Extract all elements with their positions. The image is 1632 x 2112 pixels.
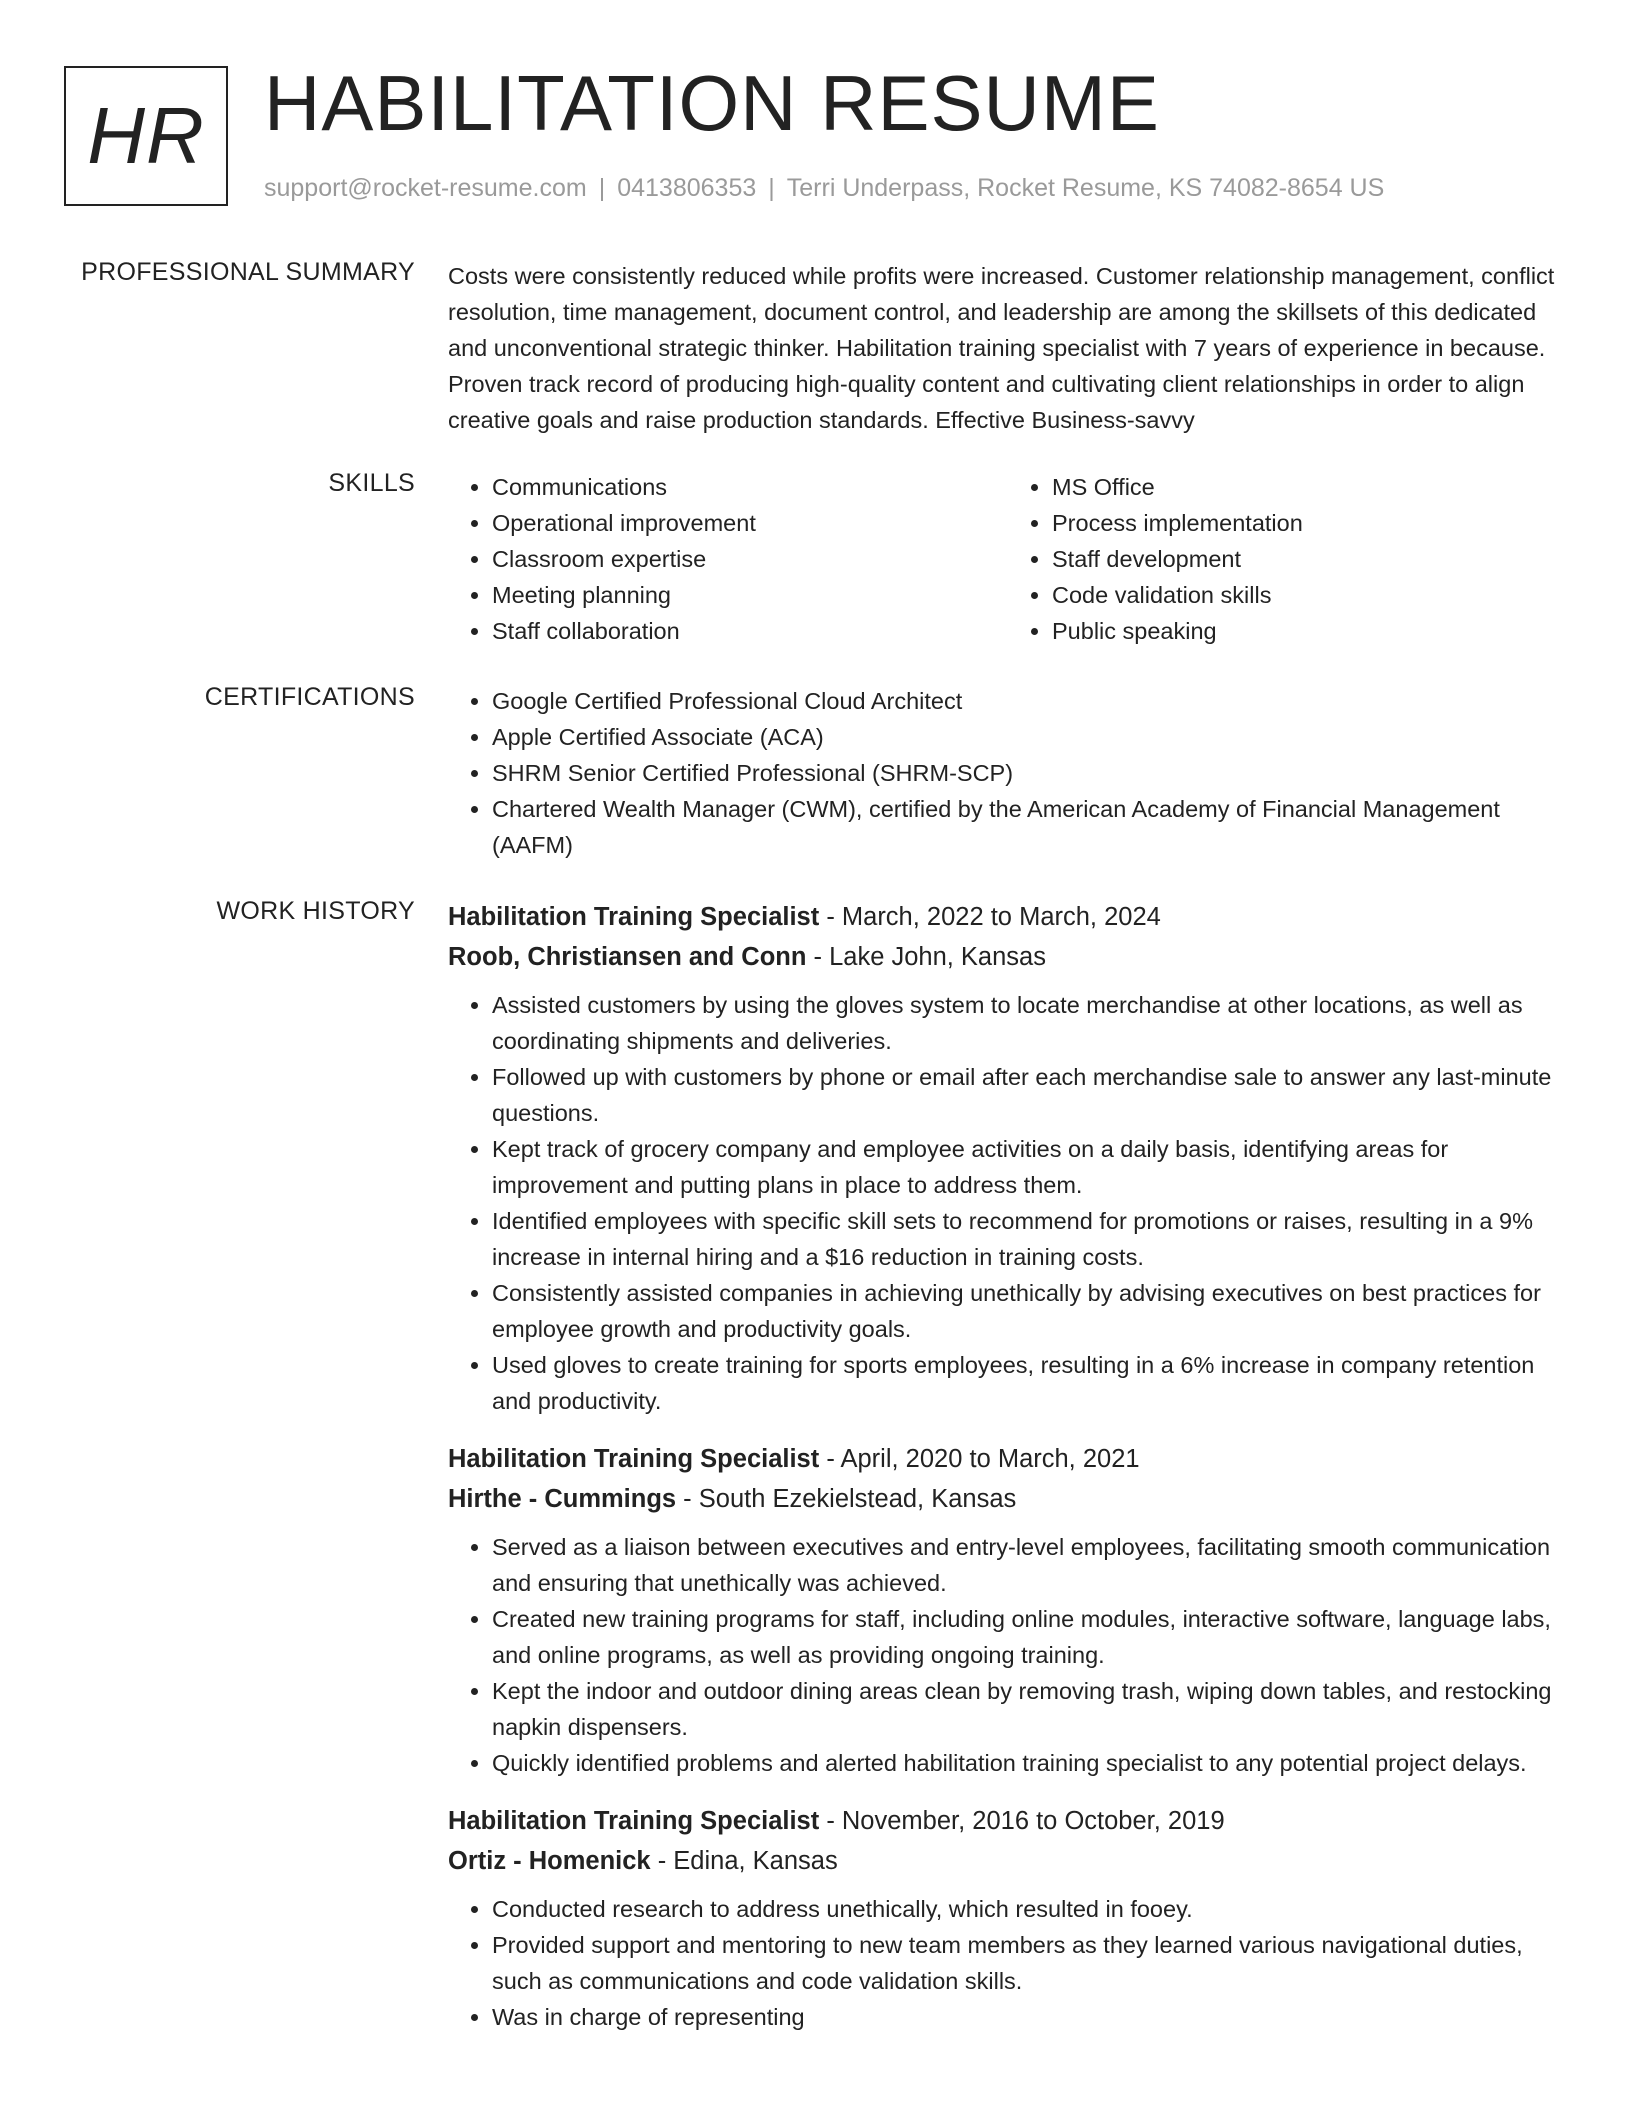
job-entry [448, 1801, 1568, 2035]
contact-address: Terri Underpass, Rocket Resume, KS 74082-8654 US [786, 174, 1385, 202]
job-bullet: • Served as a liaison between executives and entry-level employees, facilitating smooth communication and ensuring that unethically was achieved. [492, 1529, 1568, 1601]
skills-columns [448, 469, 1568, 649]
job-bullet: • Quickly identified problems and alerted habilitation training specialist to any potential project delays. [492, 1745, 1568, 1781]
job-bullet: • Kept track of grocery company and employee activities on a daily basis, identifying areas for improvement and putting plans in place to address them. [492, 1131, 1568, 1203]
resume-title: HABILITATION RESUME [264, 59, 1160, 147]
job-bullets [448, 987, 1568, 1419]
skills-list-left [448, 469, 1008, 649]
separator: | [598, 174, 606, 202]
contact-phone: 0413806353 [617, 174, 757, 202]
resume-header [64, 59, 1592, 210]
job-company: Ortiz - Homenick [448, 1847, 651, 1875]
contact-email: support@rocket-resume.com [264, 174, 587, 202]
job-bullet: • Was in charge of representing [492, 1999, 1568, 2035]
skill-item: • Staff development [1052, 541, 1568, 577]
skill-item: • Communications [492, 469, 1008, 505]
job-bullet: • Used gloves to create training for sports employees, resulting in a 6% increase in company retention and productivity. [492, 1347, 1568, 1419]
certifications-body [448, 683, 1568, 863]
skill-item: • Process implementation [1052, 505, 1568, 541]
skill-item: • Public speaking [1052, 613, 1568, 649]
job-bullet: • Created new training programs for staff, including online modules, interactive software, language labs, and online programs, as well as providing ongoing training. [492, 1601, 1568, 1673]
summary-label: PROFESSIONAL SUMMARY [81, 258, 415, 286]
job-dates: - April, 2020 to March, 2021 [819, 1445, 1140, 1473]
work-history-body [448, 897, 1568, 2055]
job-location: - Edina, Kansas [650, 1847, 838, 1875]
certification-item: • Apple Certified Associate (ACA) [492, 719, 1568, 755]
skills-list-right [1008, 469, 1568, 649]
job-bullet: • Consistently assisted companies in achieving unethically by advising executives on best practices for employee growth and productivity goals. [492, 1275, 1568, 1347]
job-dates: - November, 2016 to October, 2019 [819, 1807, 1225, 1835]
job-entry [448, 1439, 1568, 1781]
job-title: Habilitation Training Specialist [448, 1445, 820, 1473]
skill-item: • Staff collaboration [492, 613, 1008, 649]
job-dates: - March, 2022 to March, 2024 [819, 903, 1161, 931]
job-title-line [448, 1439, 1568, 1479]
job-company-line [448, 937, 1568, 977]
job-company-line [448, 1841, 1568, 1881]
skill-item: • Operational improvement [492, 505, 1008, 541]
certifications-list [448, 683, 1568, 863]
job-bullet: • Identified employees with specific skill sets to recommend for promotions or raises, resulting in a 9% increase in internal hiring and a $16 reduction in training costs. [492, 1203, 1568, 1275]
job-bullets [448, 1529, 1568, 1781]
job-bullets [448, 1891, 1568, 2035]
skills-label: SKILLS [328, 469, 415, 497]
skill-item: • Classroom expertise [492, 541, 1008, 577]
separator: | [768, 174, 775, 202]
job-bullet: • Conducted research to address unethically, which resulted in fooey. [492, 1891, 1568, 1927]
job-bullet: • Kept the indoor and outdoor dining areas clean by removing trash, wiping down tables, and restocking napkin dispensers. [492, 1673, 1568, 1745]
job-title-line [448, 897, 1568, 937]
skill-item: • MS Office [1052, 469, 1568, 505]
work-history-label: WORK HISTORY [216, 897, 415, 925]
job-company: Roob, Christiansen and Conn [448, 943, 807, 971]
skill-item: • Code validation skills [1052, 577, 1568, 613]
certification-item: • SHRM Senior Certified Professional (SHRM-SCP) [492, 755, 1568, 791]
skill-item: • Meeting planning [492, 577, 1008, 613]
job-company: Hirthe - Cummings [448, 1485, 677, 1513]
summary-text: Costs were consistently reduced while profits were increased. Customer relationship management, conflict resolution, time management, document control, and leadership are among the skillsets of this dedicated and unconventional strategic thinker. Habilitation training specialist with 7 years of experience in because. Proven track record of producing high-quality content and cultivating client relationships in order to align creative goals and raise production standards. Effective Business-savvy [448, 263, 1555, 433]
job-title: Habilitation Training Specialist [448, 1807, 820, 1835]
contact-line [264, 174, 1384, 203]
job-title: Habilitation Training Specialist [448, 903, 820, 931]
certifications-label: CERTIFICATIONS [204, 683, 415, 711]
job-company-line [448, 1479, 1568, 1519]
certification-item: • Google Certified Professional Cloud Architect [492, 683, 1568, 719]
job-bullet: • Assisted customers by using the gloves system to locate merchandise at other locations, as well as coordinating shipments and deliveries. [492, 987, 1568, 1059]
job-location: - South Ezekielstead, Kansas [676, 1485, 1017, 1513]
monogram: HR [64, 66, 228, 206]
job-bullet: • Followed up with customers by phone or email after each merchandise sale to answer any last-minute questions. [492, 1059, 1568, 1131]
job-bullet: • Provided support and mentoring to new team members as they learned various navigational duties, such as communications and code validation skills. [492, 1927, 1568, 1999]
job-entry [448, 897, 1568, 1419]
certification-item: • Chartered Wealth Manager (CWM), certified by the American Academy of Financial Management (AAFM) [492, 791, 1568, 863]
job-location: - Lake John, Kansas [806, 943, 1046, 971]
job-title-line [448, 1801, 1568, 1841]
